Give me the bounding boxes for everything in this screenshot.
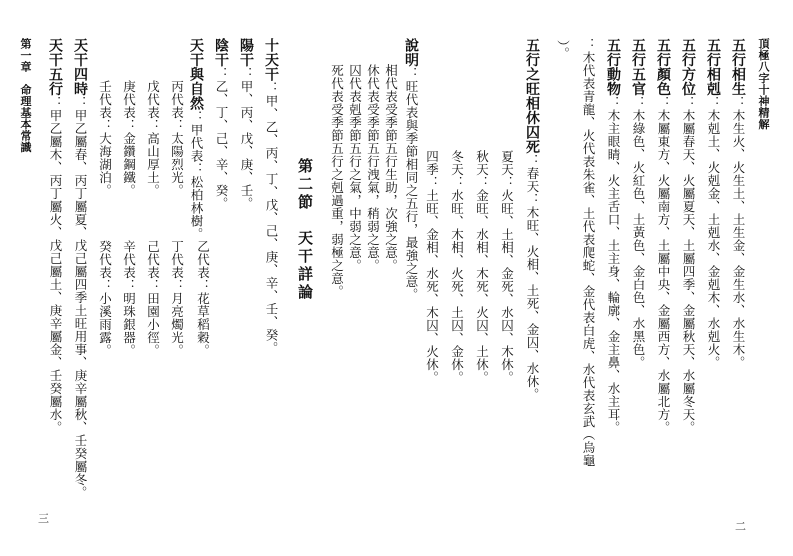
line-tiangan-wuxing: 天干五行：甲乙屬木、丙丁屬火、戊己屬土、庚辛屬金、壬癸屬水。 bbox=[47, 38, 63, 434]
line-yi-daibiao: 乙代表：花草稻穀。 bbox=[195, 240, 211, 357]
line-tiangan-ziran: 天干與自然：甲代表：松柏林樹。 bbox=[188, 38, 204, 241]
line-shuoming-xiang: 相代表受季節五行生助，次強之意。 bbox=[383, 64, 399, 272]
line-wangxiang-autumn: 秋天：金旺、水相、木死、火囚、土休。 bbox=[474, 150, 490, 384]
line-shuoming-si: 死代表受季節五行之剋過重，弱極之意。 bbox=[329, 64, 345, 298]
line-gui-daibiao: 癸代表：小溪雨露。 bbox=[97, 240, 113, 357]
line-wuxing-dongwu-cont: ：木代表青龍、火代表朱雀、土代表爬蛇、金代表白虎、水代表玄武（烏龜 bbox=[581, 38, 596, 467]
line-wuxing-xiangke: 五行相剋：木剋土、火剋金、土剋水、金剋木、水剋火。 bbox=[705, 38, 721, 369]
line-shitiangan: 十天干：甲、乙、丙、丁、戊、己、庚、辛、壬、癸。 bbox=[263, 38, 279, 355]
chapter-label: 第一章 命理基本常識 bbox=[19, 38, 32, 153]
line-wangxiang-spring: 五行之旺相休囚死：春天：木旺、火相、土死、金囚、水休。 bbox=[524, 38, 540, 401]
line-wuxing-wuguan: 五行五官：木綠色、火紅色、土黃色、金白色、水黑色。 bbox=[630, 38, 646, 369]
line-wuxing-fangwei: 五行方位：木屬春天、火屬夏天、土屬四季、金屬秋天、水屬冬天。 bbox=[680, 38, 696, 434]
line-wangxiang-summer: 夏天：火旺、土相、金死、水囚、木休。 bbox=[499, 150, 515, 384]
line-wangxiang-winter: 冬天：水旺、木相、火死、土囚、金休。 bbox=[449, 150, 465, 384]
page-number-right: 二 bbox=[735, 520, 746, 533]
line-ren-daibiao: 壬代表：大海湖泊。 bbox=[97, 80, 113, 197]
line-wuxing-yanse: 五行顏色：木屬東方、火屬南方、土屬中央、金屬西方、水屬北方。 bbox=[655, 38, 671, 434]
line-geng-daibiao: 庚代表：金鑽鋼鐵。 bbox=[121, 80, 137, 197]
line-wangxiang-siji: 四季：土旺、金相、水死、木囚、火休。 bbox=[424, 150, 440, 384]
line-bing-daibiao: 丙代表：太陽烈光。 bbox=[169, 80, 185, 197]
line-wuxing-xiangsheng: 五行相生：木生火、火生土、土生金、金生水、水生木。 bbox=[730, 38, 746, 369]
section-title: 第二節 天干詳論 bbox=[296, 158, 314, 302]
page-number-left: 三 bbox=[38, 512, 49, 525]
running-header: 頂極八字十神精解 bbox=[757, 38, 770, 130]
line-tiangan-sishi: 天干四時：甲乙屬春、丙丁屬夏、戊己屬四季土旺用事、庚辛屬秋、壬癸屬冬。 bbox=[72, 38, 88, 499]
line-shuoming-xiu: 休代表受季節五行洩氣，稍弱之意。 bbox=[365, 64, 381, 272]
line-shuoming-qiu: 囚代表剋季節五行之氣，中弱之意。 bbox=[347, 64, 363, 272]
line-shuoming: 說明：旺代表與季節相同之五行，最強之意。 bbox=[403, 38, 419, 301]
line-wuxing-dongwu-end: ）。 bbox=[555, 40, 571, 60]
line-yanggan: 陽干：甲、丙、戊、庚、壬。 bbox=[238, 38, 254, 210]
line-xin-daibiao: 辛代表：明珠銀器。 bbox=[121, 240, 137, 357]
line-wu-daibiao: 戊代表：高山厚土。 bbox=[145, 80, 161, 197]
line-wuxing-dongwu: 五行動物：木主眼睛、火主舌口、土主身、輪廓、金主鼻、水主耳。 bbox=[605, 38, 621, 434]
line-ji-daibiao: 己代表：田園小徑。 bbox=[145, 240, 161, 357]
line-ding-daibiao: 丁代表：月亮燭光。 bbox=[169, 240, 185, 357]
line-yingan: 陰干：乙、丁、己、辛、癸。 bbox=[213, 38, 229, 210]
